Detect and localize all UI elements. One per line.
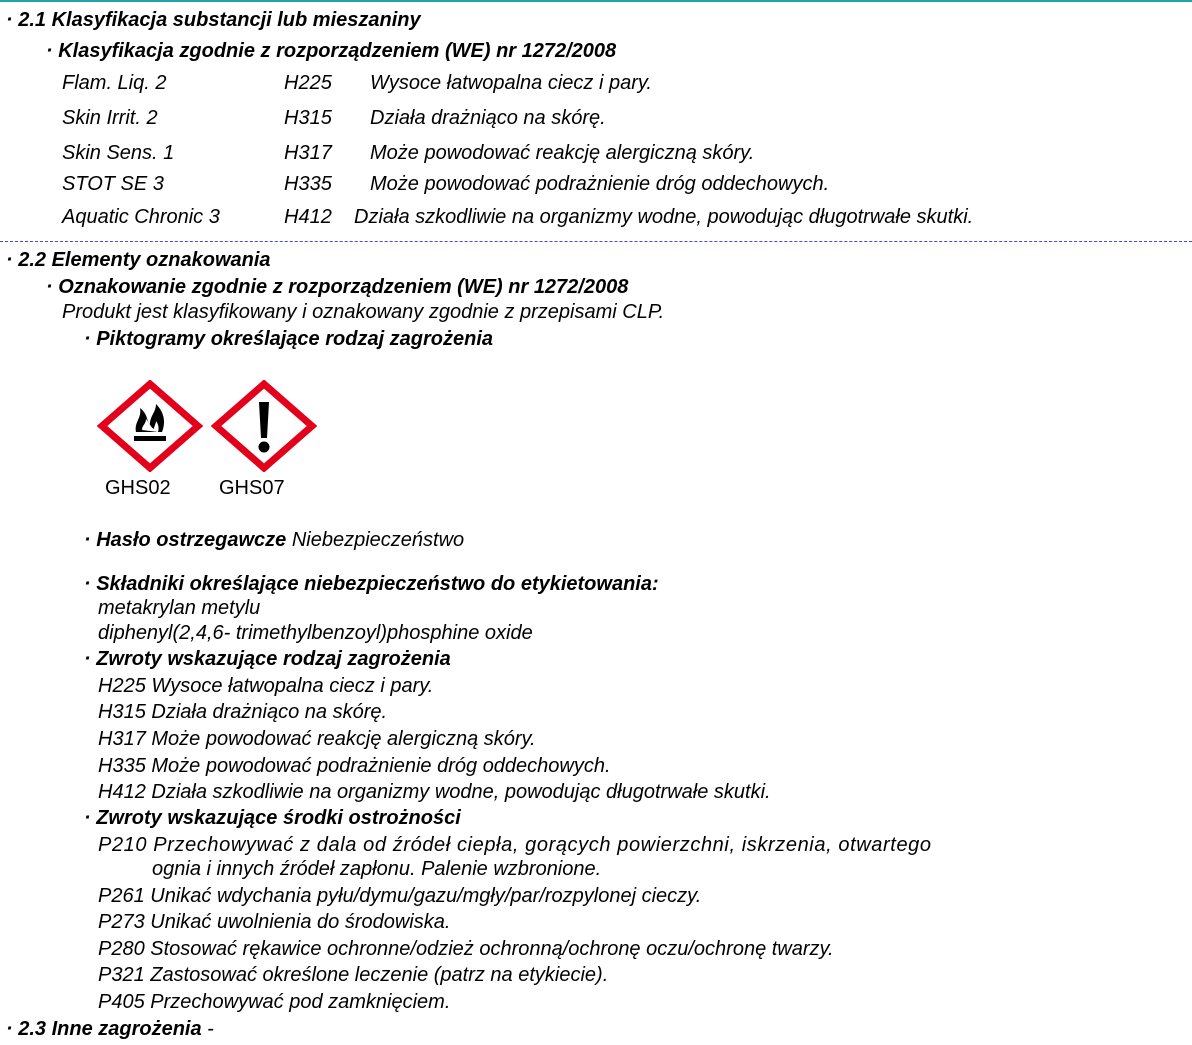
flame-pictogram-icon: [96, 380, 204, 472]
hazard-statements-heading: · Zwroty wskazujące rodzaj zagrożenia: [84, 648, 451, 670]
precaution-statement: P280 Stosować rękawice ochronne/odzież ochronną/ochronę oczu/ochronę twarzy.: [98, 938, 834, 960]
hazard-statement: H315 Działa drażniąco na skórę.: [98, 701, 388, 723]
component-item: metakrylan metylu: [98, 597, 261, 619]
precaution-statements-heading: · Zwroty wskazujące środki ostrożności: [84, 807, 461, 829]
section-2-3-line: [6, 1017, 214, 1041]
components-heading: · Składniki określające niebezpieczeństwo do etykietowania:: [84, 573, 659, 595]
hazard-statement: H412 Działa szkodliwie na organizmy wodne, powodując długotrwałe skutki.: [98, 781, 771, 803]
precaution-statement: P210 Przechowywać z dala od źródeł ciepła, gorących powierzchni, iskrzenia, otwartego: [98, 834, 932, 856]
hazard-statement: H317 Może powodować reakcję alergiczną skóry.: [98, 728, 536, 750]
precaution-statement: P405 Przechowywać pod zamknięciem.: [98, 991, 451, 1013]
section-divider: [0, 241, 1192, 242]
section-2-2-subtitle: · Oznakowanie zgodnie z rozporządzeniem (WE) nr 1272/2008: [46, 276, 629, 298]
top-rule: [0, 0, 1192, 2]
section-2-3-title: · 2.3 Inne zagrożenia: [6, 1018, 202, 1040]
pictogram-label: GHS07: [219, 477, 285, 499]
classification-row: Skin Sens. 1 H317 Może powodować reakcję alergiczną skóry.: [62, 142, 755, 164]
clp-note: Produkt jest klasyfikowany i oznakowany zgodnie z przepisami CLP.: [62, 301, 665, 323]
precaution-statement-continuation: ognia i innych źródeł zapłonu. Palenie wzbronione.: [152, 858, 602, 880]
classification-row: Flam. Liq. 2 H225 Wysoce łatwopalna ciecz i pary.: [62, 72, 652, 94]
hazard-statement: H225 Wysoce łatwopalna ciecz i pary.: [98, 675, 434, 697]
precaution-statement: P261 Unikać wdychania pyłu/dymu/gazu/mgły/par/rozpylonej cieczy.: [98, 885, 702, 907]
classification-row: Aquatic Chronic 3 H412 Działa szkodliwie na organizmy wodne, powodując długotrwałe skutki.: [62, 206, 974, 228]
pictograms-heading: · Piktogramy określające rodzaj zagrożenia: [84, 328, 494, 350]
classification-row: STOT SE 3 H335 Może powodować podrażnienie dróg oddechowych.: [62, 173, 830, 195]
precaution-statement: P273 Unikać uwolnienia do środowiska.: [98, 911, 451, 933]
section-2-3-value: -: [207, 1018, 214, 1040]
section-2-1-subtitle: · Klasyfikacja zgodnie z rozporządzeniem (WE) nr 1272/2008: [46, 40, 617, 62]
exclamation-pictogram-icon: [210, 380, 318, 472]
pictogram-label: GHS02: [105, 477, 171, 499]
signal-word-line: [84, 528, 464, 552]
precaution-statement: P321 Zastosować określone leczenie (patrz na etykiecie).: [98, 964, 609, 986]
signal-word: Niebezpieczeństwo: [291, 529, 465, 551]
signal-word-label: · Hasło ostrzegawcze: [84, 529, 287, 551]
section-2-2-title: · 2.2 Elementy oznakowania: [6, 249, 271, 271]
classification-row: Skin Irrit. 2 H315 Działa drażniąco na skórę.: [62, 107, 606, 129]
hazard-statement: H335 Może powodować podrażnienie dróg oddechowych.: [98, 755, 611, 777]
section-2-1-title: · 2.1 Klasyfikacja substancji lub mieszaniny: [6, 9, 421, 31]
component-item: diphenyl(2,4,6- trimethylbenzoyl)phosphine oxide: [98, 622, 533, 644]
